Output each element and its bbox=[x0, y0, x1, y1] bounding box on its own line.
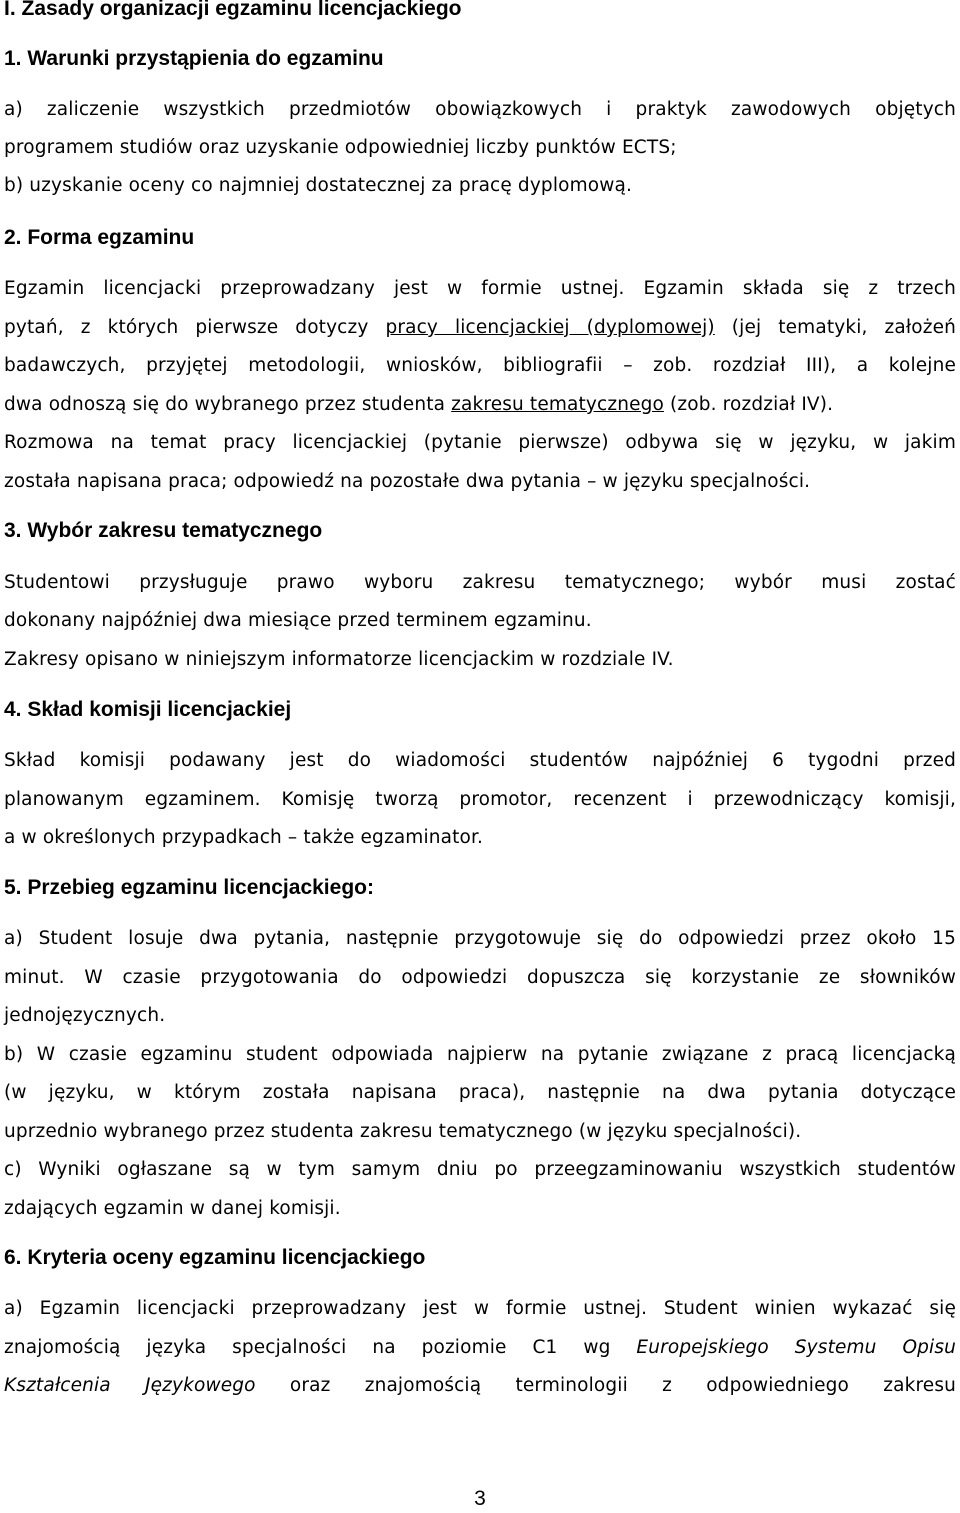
section-2-line: pytań, z których pierwsze dotyczy pracy licencjackiej (dyplomowej) (jej tematyki, założeń bbox=[4, 317, 956, 338]
section-5-line: jednojęzycznych. bbox=[4, 1005, 166, 1026]
chapter-title: I. Zasady organizacji egzaminu licencjackiego bbox=[4, 0, 462, 20]
italic-cefr-term: Europejskiego Systemu Opisu bbox=[636, 1337, 956, 1358]
section-2-line: Egzamin licencjacki przeprowadzany jest w formie ustnej. Egzamin składa się z trzech bbox=[4, 278, 956, 299]
section-3-line: Studentowi przysługuje prawo wyboru zakresu tematycznego; wybór musi zostać bbox=[4, 572, 956, 593]
section-3-line: dokonany najpóźniej dwa miesiące przed terminem egzaminu. bbox=[4, 610, 592, 631]
link-thematic-scope: zakresu tematycznego bbox=[451, 394, 664, 415]
section-6-line: Kształcenia Językowego oraz znajomością terminologii z odpowiedniego zakresu bbox=[4, 1375, 956, 1396]
section-2-line: została napisana praca; odpowiedź na pozostałe dwa pytania – w języku specjalności. bbox=[4, 471, 811, 492]
section-4-heading: 4. Skład komisji licencjackiej bbox=[4, 698, 292, 721]
section-5-line: b) W czasie egzaminu student odpowiada najpierw na pytanie związane z pracą licencjacką bbox=[4, 1044, 956, 1065]
section-2-heading: 2. Forma egzaminu bbox=[4, 226, 195, 249]
section-5-line: (w języku, w którym została napisana praca), następnie na dwa pytania dotyczące bbox=[4, 1082, 956, 1103]
section-2-line: Rozmowa na temat pracy licencjackiej (pytanie pierwsze) odbywa się w języku, w jakim bbox=[4, 432, 956, 453]
section-2-line: badawczych, przyjętej metodologii, wniosków, bibliografii – zob. rozdział III), a kolejne bbox=[4, 355, 956, 376]
section-3-line: Zakresy opisano w niniejszym informatorze licencjackim w rozdziale IV. bbox=[4, 649, 674, 670]
section-1-line: a) zaliczenie wszystkich przedmiotów obowiązkowych i praktyk zawodowych objętych bbox=[4, 99, 956, 120]
section-5-line: uprzednio wybranego przez studenta zakresu tematycznego (w języku specjalności). bbox=[4, 1121, 802, 1142]
section-1-heading: 1. Warunki przystąpienia do egzaminu bbox=[4, 47, 384, 70]
page-number: 3 bbox=[474, 1487, 486, 1510]
section-6-line: a) Egzamin licencjacki przeprowadzany jest w formie ustnej. Student winien wykazać się bbox=[4, 1298, 956, 1319]
section-5-line: a) Student losuje dwa pytania, następnie przygotowuje się do odpowiedzi przez około 15 bbox=[4, 928, 956, 949]
section-5-line: zdających egzamin w danej komisji. bbox=[4, 1198, 341, 1219]
section-1-line: programem studiów oraz uzyskanie odpowiedniej liczby punktów ECTS; bbox=[4, 137, 677, 158]
section-6-heading: 6. Kryteria oceny egzaminu licencjackiego bbox=[4, 1246, 426, 1269]
section-2-line: dwa odnoszą się do wybranego przez studenta zakresu tematycznego (zob. rozdział IV). bbox=[4, 394, 834, 415]
section-5-line: minut. W czasie przygotowania do odpowiedzi dopuszcza się korzystanie ze słowników bbox=[4, 967, 956, 988]
link-thesis: pracy licencjackiej (dyplomowej) bbox=[385, 317, 715, 338]
section-5-line: c) Wyniki ogłaszane są w tym samym dniu po przeegzaminowaniu wszystkich studentów bbox=[4, 1159, 956, 1180]
section-3-heading: 3. Wybór zakresu tematycznego bbox=[4, 519, 323, 542]
italic-cefr-term: Kształcenia Językowego bbox=[4, 1375, 256, 1396]
section-5-heading: 5. Przebieg egzaminu licencjackiego: bbox=[4, 876, 374, 899]
section-4-line: planowanym egzaminem. Komisję tworzą promotor, recenzent i przewodniczący komisji, bbox=[4, 789, 956, 810]
section-4-line: Skład komisji podawany jest do wiadomości studentów najpóźniej 6 tygodni przed bbox=[4, 750, 956, 771]
section-1-line: b) uzyskanie oceny co najmniej dostatecznej za pracę dyplomową. bbox=[4, 175, 633, 196]
section-4-line: a w określonych przypadkach – także egzaminator. bbox=[4, 827, 484, 848]
section-6-line: znajomością języka specjalności na poziomie C1 wg Europejskiego Systemu Opisu bbox=[4, 1337, 956, 1358]
